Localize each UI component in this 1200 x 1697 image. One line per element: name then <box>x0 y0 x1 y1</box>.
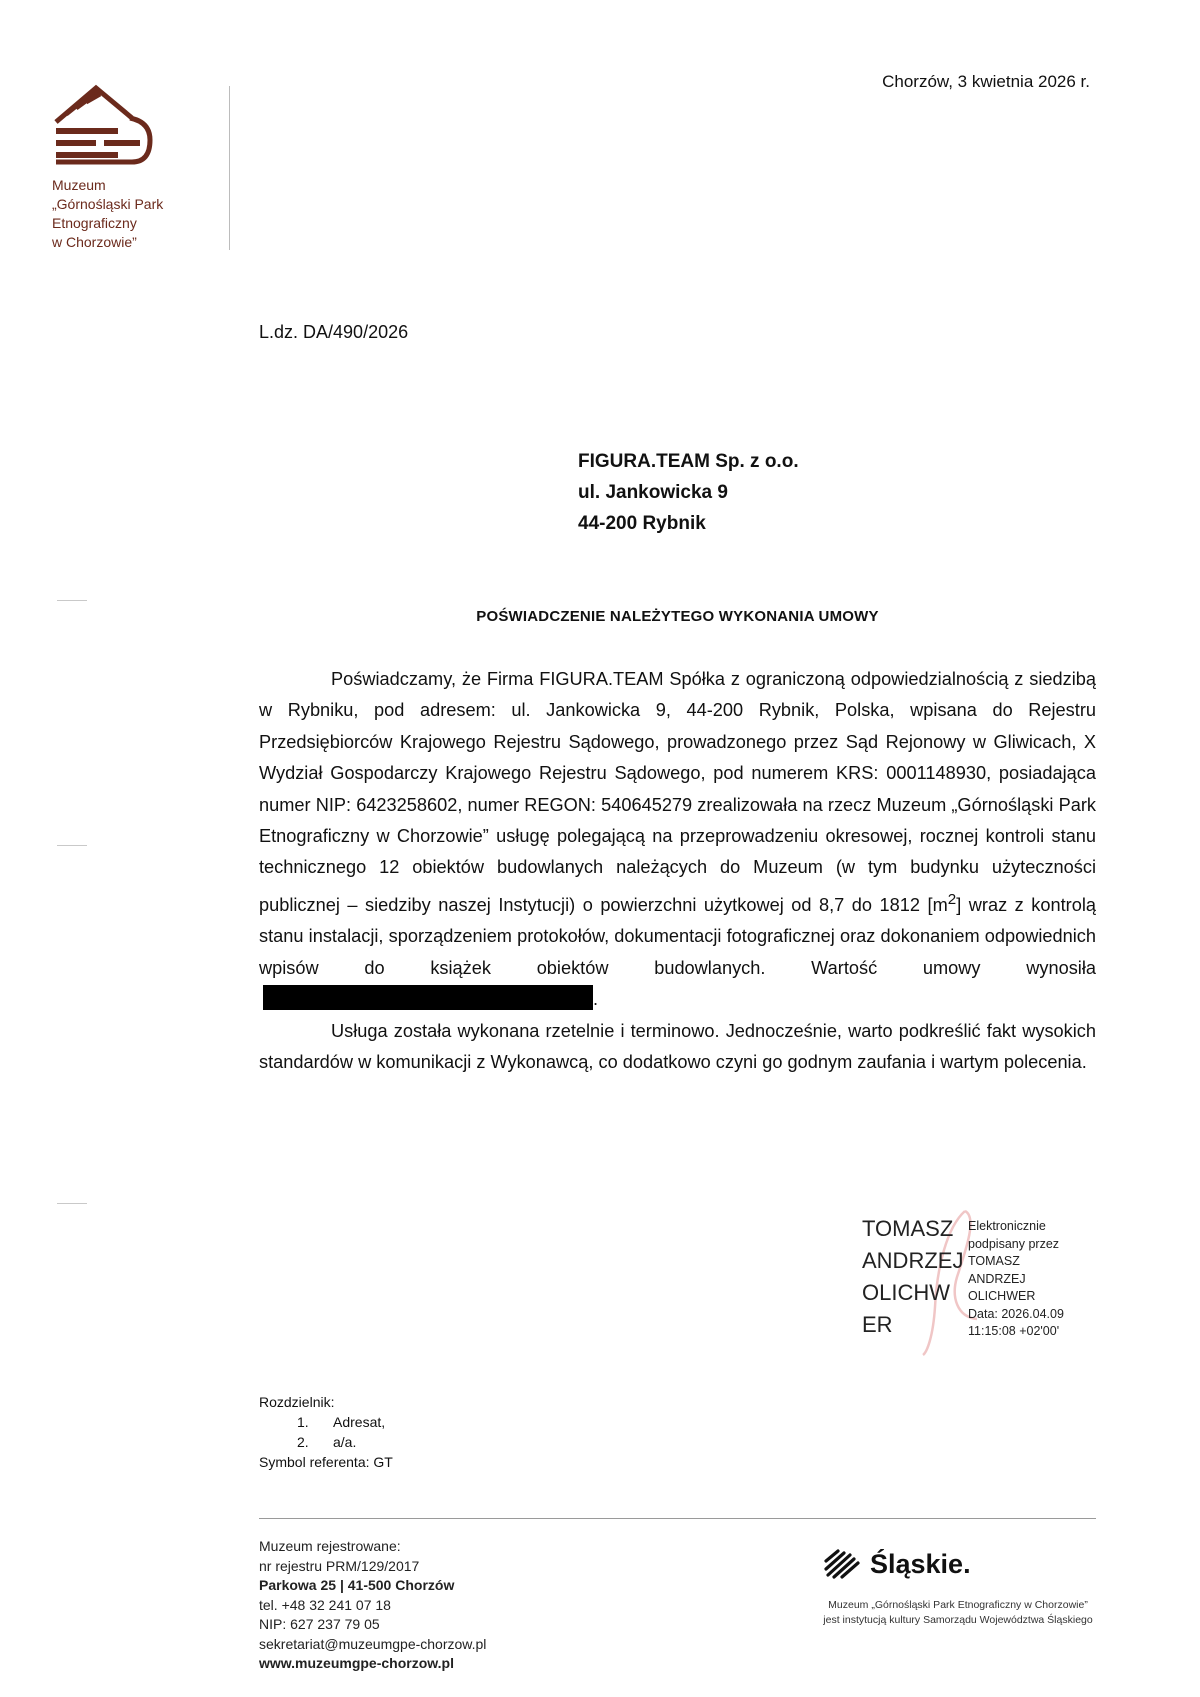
fold-mark <box>57 845 87 846</box>
footer-divider <box>259 1518 1096 1519</box>
recipient-name: FIGURA.TEAM Sp. z o.o. <box>578 451 799 472</box>
recipient-city: 44-200 Rybnik <box>578 513 706 534</box>
body-paragraph-2: Usługa została wykonana rzetelnie i terminowo. Jednocześnie, warto podkreślić fakt wysokich standardów w komunikacji z Wykonawcą, co dodatkowo czyni go godnym zaufania i wartym polecenia. <box>259 1020 1096 1072</box>
electronic-signature <box>862 1213 1102 1359</box>
slaskie-brand-text: Śląskie. <box>870 1548 971 1579</box>
footer-email: sekretariat@muzeumgpe-chorzow.pl <box>259 1635 487 1652</box>
distribution-heading: Rozdzielnik: <box>259 1394 335 1410</box>
document-title: POŚWIADCZENIE NALEŻYTEGO WYKONANIA UMOWY <box>476 608 879 625</box>
referent-symbol: Symbol referenta: GT <box>259 1454 393 1470</box>
fold-mark <box>57 1203 87 1204</box>
distribution-list <box>259 1392 393 1472</box>
fold-mark <box>57 600 87 601</box>
museum-logo-text: Muzeum „Górnośląski Park Etnograficzny w Chorzowie” <box>52 177 164 250</box>
list-item: 2. a/a. <box>297 1434 357 1450</box>
house-logo-icon <box>52 82 156 168</box>
recipient-address <box>578 446 799 539</box>
slaskie-stripes-icon <box>822 1547 862 1581</box>
museum-logo <box>52 82 222 252</box>
redacted-contract-value <box>263 985 593 1010</box>
place-date: Chorzów, 3 kwietnia 2026 r. <box>882 72 1090 91</box>
footer-address: Muzeum rejestrowane: nr rejestru PRM/129/2017 Parkowa 25 | 41-500 Chorzów tel. +48 32 241 07 18 NIP: 627 237 79 05 sekretariat@muzeumgpe-chorzow.pl www.muzeumgpe-chorzow.pl <box>259 1537 486 1674</box>
logo-divider <box>229 86 230 250</box>
slaskie-brand <box>822 1547 971 1581</box>
signer-name: TOMASZ ANDRZEJ OLICHW ER <box>862 1216 964 1337</box>
reference-number: L.dz. DA/490/2026 <box>259 322 409 342</box>
footer-note: Muzeum „Górnośląski Park Etnograficzny w Chorzowie” jest instytucją kultury Samorządu Województwa Śląskiego <box>823 1599 1093 1626</box>
letter-body <box>259 664 1096 1078</box>
list-item: 1. Adresat, <box>297 1414 386 1430</box>
recipient-street: ul. Jankowicka 9 <box>578 482 728 503</box>
footer-website: www.muzeumgpe-chorzow.pl <box>259 1655 454 1671</box>
signature-details: Elektronicznie podpisany przez TOMASZ ANDRZEJ OLICHWER Data: 2026.04.09 11:15:08 +02'00' <box>968 1219 1064 1338</box>
body-paragraph-1: Poświadczamy, że Firma FIGURA.TEAM Spółka z ograniczoną odpowiedzialnością z siedzibą w Rybniku, pod adresem: ul. Jankowicka 9, 44-200 Rybnik, Polska, wpisana do Rejestru Przedsiębiorców Krajowego Rejestru Sądowego, prowadzonego przez Sąd Rejonowy w Gliwicach, X Wydział Gospodarczy Krajowego Rejestru Sądowego, pod numerem KRS: 0001148930, posiadająca numer NIP: 6423258602, numer REGON: 540645279 zrealizowała na rzecz Muzeum „Górnośląski Park Etnograficzny w Chorzowie” usługę polegającą na przeprowadzeniu okresowej, rocznej kontroli stanu technicznego 12 obiektów budowlanych należących do Muzeum (w tym budynku użyteczności publicznej – siedziby naszej Instytucji) o powierzchni użytkowej od 8,7 do 1812 $[m^2]$ wraz z kontrolą stanu instalacji, sporządzeniem protokołów, dokumentacji fotograficznej oraz dokonaniem odpowiednich wpisów do książek obiektów budowlanych. Wartość umowy wynosiła. <box>259 669 1096 1010</box>
